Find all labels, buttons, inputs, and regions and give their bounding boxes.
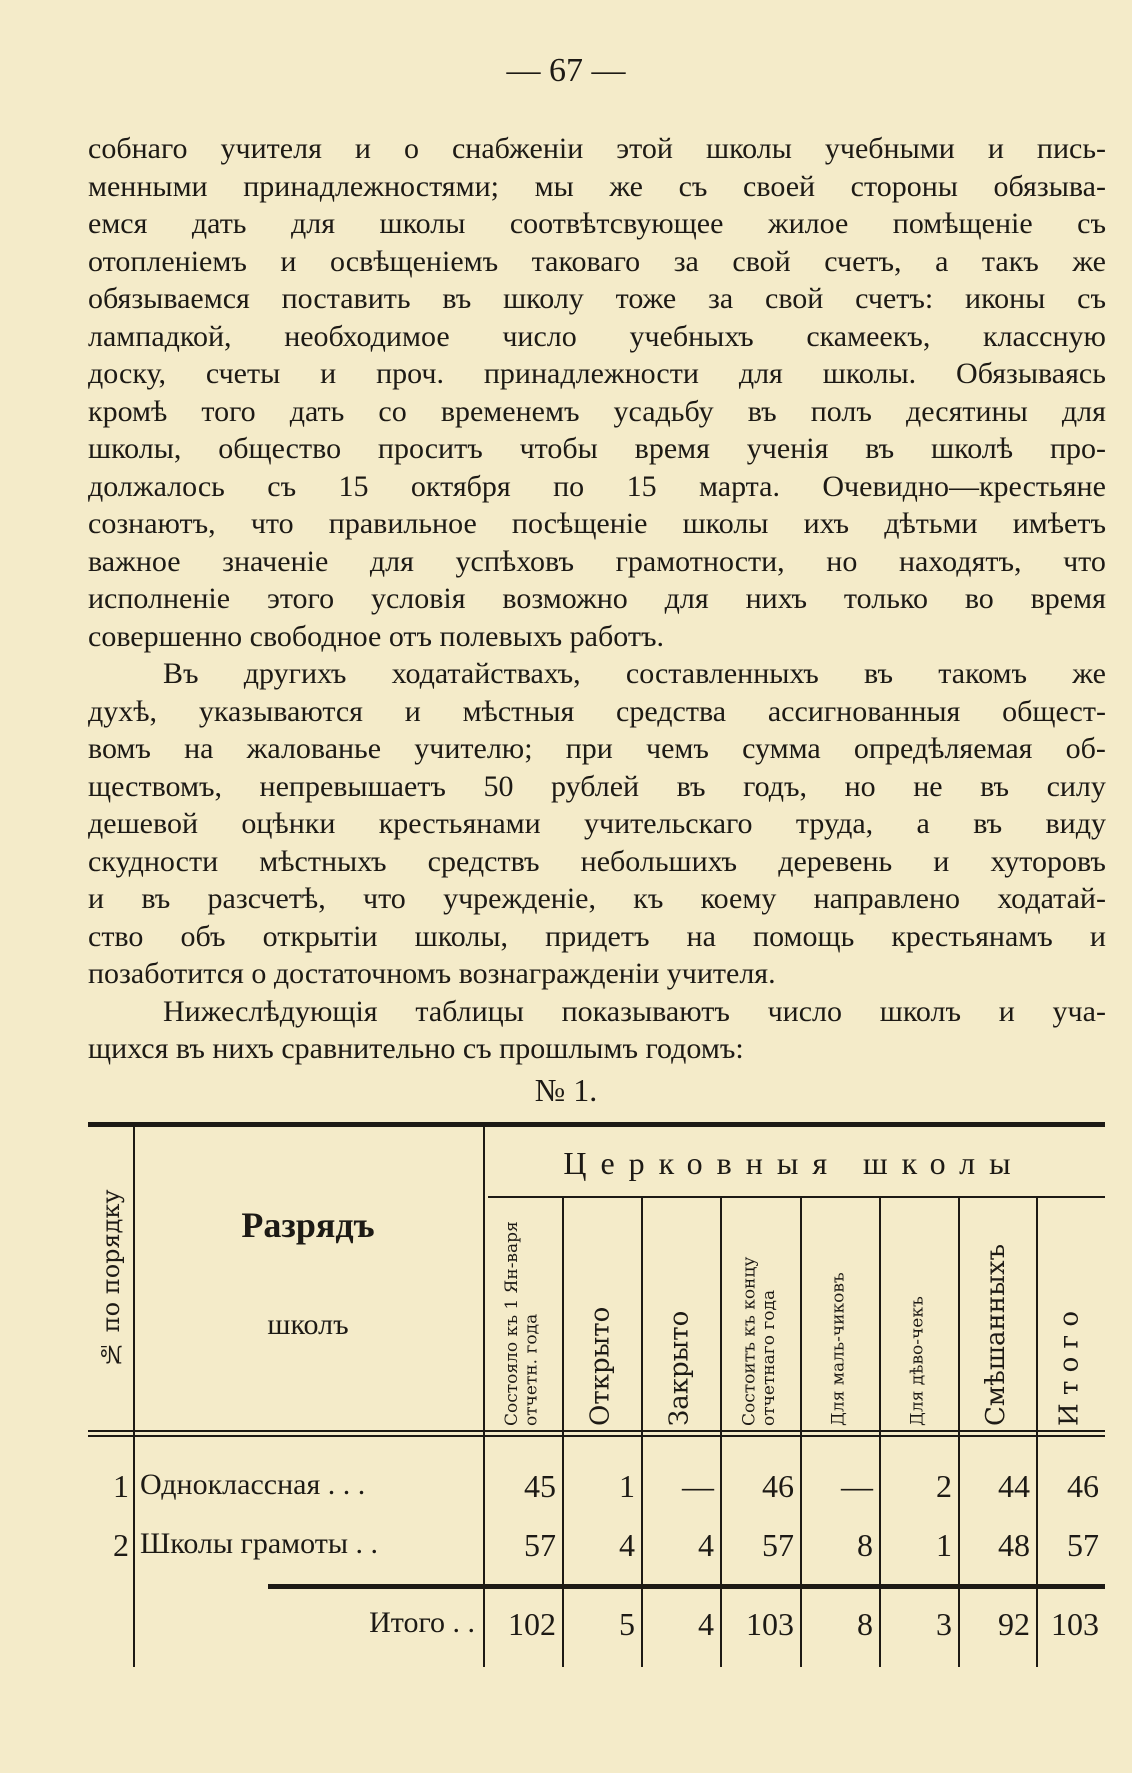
text-line: школы, общество проситъ чтобы время ученія въ школѣ про- bbox=[88, 432, 1106, 465]
table-cell: 46 bbox=[762, 1468, 794, 1504]
text-line: важное значеніе для успѣховъ грамотности, но находятъ, что bbox=[88, 544, 1106, 578]
row-number: 1 bbox=[113, 1468, 129, 1504]
text-line: отопленіемъ и освѣщеніемъ таковаго за свой счетъ, а такъ же bbox=[88, 244, 1106, 278]
table-cell: 4 bbox=[619, 1527, 635, 1563]
text-line: скудности мѣстныхъ средствъ небольшихъ деревень и хуторовъ bbox=[88, 844, 1106, 878]
table-cell: 48 bbox=[998, 1527, 1030, 1563]
text-line: Въ другихъ ходатайствахъ, составленныхъ въ такомъ же bbox=[163, 657, 1106, 690]
table-cell: 46 bbox=[1067, 1468, 1099, 1504]
col-kind-header: Разрядъ bbox=[241, 1205, 375, 1245]
header-rule-2 bbox=[88, 1435, 1105, 1437]
table-cell: 45 bbox=[524, 1468, 556, 1504]
table-cell: 8 bbox=[857, 1527, 873, 1563]
table-cell: 1 bbox=[619, 1468, 635, 1504]
total-cell: 8 bbox=[857, 1606, 873, 1642]
table-cell: 57 bbox=[762, 1527, 794, 1563]
header-rule bbox=[88, 1430, 1105, 1432]
text-line: дешевой оцѣнки крестьянами учительскаго труда, а въ виду bbox=[88, 807, 1106, 840]
text-line: и въ разсчетѣ, что учрежденіе, къ коему направлено ходатай- bbox=[88, 882, 1106, 915]
text-line: духѣ, указываются и мѣстныя средства ассигнованныя общест- bbox=[88, 694, 1106, 728]
table-cell: — bbox=[841, 1468, 873, 1504]
text-line: Нижеслѣдующія таблицы показываютъ число школъ и уча- bbox=[163, 994, 1106, 1028]
column-header: И т о г о bbox=[1054, 1310, 1085, 1426]
column-divider bbox=[958, 1198, 960, 1667]
row-kind: Одноклассная . . . bbox=[140, 1468, 366, 1501]
column-divider bbox=[483, 1127, 485, 1667]
total-cell: 92 bbox=[998, 1606, 1030, 1642]
column-header: Состоитъ къ концу отчетнаго года bbox=[739, 1256, 779, 1426]
table-cell: 1 bbox=[936, 1527, 952, 1563]
col-kind-header: школъ bbox=[267, 1308, 349, 1341]
table-cell: 57 bbox=[1067, 1527, 1099, 1563]
column-header: Закрыто bbox=[664, 1310, 695, 1426]
table-cell: 4 bbox=[698, 1527, 714, 1563]
column-header: Состояло къ 1 Ян-варя отчетн. года bbox=[501, 1221, 542, 1426]
text-line: доску, счеты и проч. принадлежности для школы. Обязываясь bbox=[88, 357, 1106, 390]
row-kind: Школы грамоты . . bbox=[140, 1527, 379, 1560]
text-line: ществомъ, непревышаетъ 50 рублей въ годъ, но не въ силу bbox=[88, 769, 1106, 803]
group-header: Церковныя школы bbox=[563, 1144, 1025, 1181]
text-line: щихся въ нихъ сравнительно съ прошлымъ годомъ: bbox=[88, 1032, 744, 1065]
column-divider bbox=[641, 1198, 643, 1667]
col-no-header: № по порядку bbox=[97, 1189, 126, 1369]
table-cell: 2 bbox=[936, 1468, 952, 1504]
page-number: — 67 — bbox=[506, 52, 626, 89]
table-cell: 44 bbox=[998, 1468, 1030, 1504]
column-divider bbox=[879, 1198, 881, 1667]
column-header: Для дѣво-чекъ bbox=[907, 1296, 928, 1426]
total-cell: 5 bbox=[619, 1606, 635, 1642]
table-cell: — bbox=[682, 1468, 714, 1504]
text-line: должалось съ 15 октября по 15 марта. Очевидно—крестьяне bbox=[88, 469, 1106, 503]
table-number: № 1. bbox=[534, 1072, 598, 1108]
column-header: Открыто bbox=[585, 1306, 616, 1426]
column-divider bbox=[562, 1198, 564, 1667]
text-line: лампадкой, необходимое число учебныхъ скамеекъ, классную bbox=[88, 319, 1106, 353]
column-divider bbox=[800, 1198, 802, 1667]
total-cell: 4 bbox=[698, 1606, 714, 1642]
table-cell: 57 bbox=[524, 1527, 556, 1563]
text-line: ство объ открытіи школы, придетъ на помощь крестьянамъ и bbox=[88, 919, 1106, 953]
text-line: исполненіе этого условія возможно для нихъ только во время bbox=[88, 582, 1106, 615]
body-text bbox=[88, 130, 1106, 1068]
total-cell: 3 bbox=[936, 1606, 952, 1642]
column-divider bbox=[720, 1198, 722, 1667]
total-cell: 103 bbox=[1051, 1606, 1099, 1642]
text-line: сознаютъ, что правильное посѣщеніе школы ихъ дѣтьми имѣетъ bbox=[88, 507, 1106, 540]
text-line: позаботится о достаточномъ вознагражденіи учителя. bbox=[88, 957, 776, 990]
column-header: Смѣшанныхъ bbox=[981, 1243, 1012, 1426]
text-line: менными принадлежностями; мы же съ своей стороны обязыва- bbox=[88, 169, 1106, 203]
group-header-rule bbox=[488, 1196, 1105, 1198]
text-line: кромѣ того дать со временемъ усадьбу въ полъ десятины для bbox=[88, 394, 1106, 428]
column-header: Для маль-чиковъ bbox=[828, 1272, 849, 1426]
column-divider bbox=[1036, 1198, 1038, 1667]
text-line: собнаго учителя и о снабженіи этой школы учебными и пись- bbox=[88, 132, 1106, 165]
row-number: 2 bbox=[113, 1527, 129, 1563]
text-line: обязываемся поставить въ школу тоже за свой счетъ: иконы съ bbox=[88, 282, 1106, 315]
total-cell: 103 bbox=[746, 1606, 794, 1642]
total-rule bbox=[268, 1584, 1105, 1589]
text-line: совершенно свободное отъ полевыхъ работъ. bbox=[88, 619, 664, 653]
table-top-rule bbox=[88, 1122, 1105, 1127]
text-line: емся дать для школы соотвѣтсвующее жилое помѣщеніе съ bbox=[88, 207, 1106, 240]
total-label: Итого . . bbox=[369, 1606, 475, 1639]
text-line: вомъ на жалованье учителю; при чемъ сумма опредѣляемая об- bbox=[88, 732, 1106, 765]
total-cell: 102 bbox=[508, 1606, 556, 1642]
